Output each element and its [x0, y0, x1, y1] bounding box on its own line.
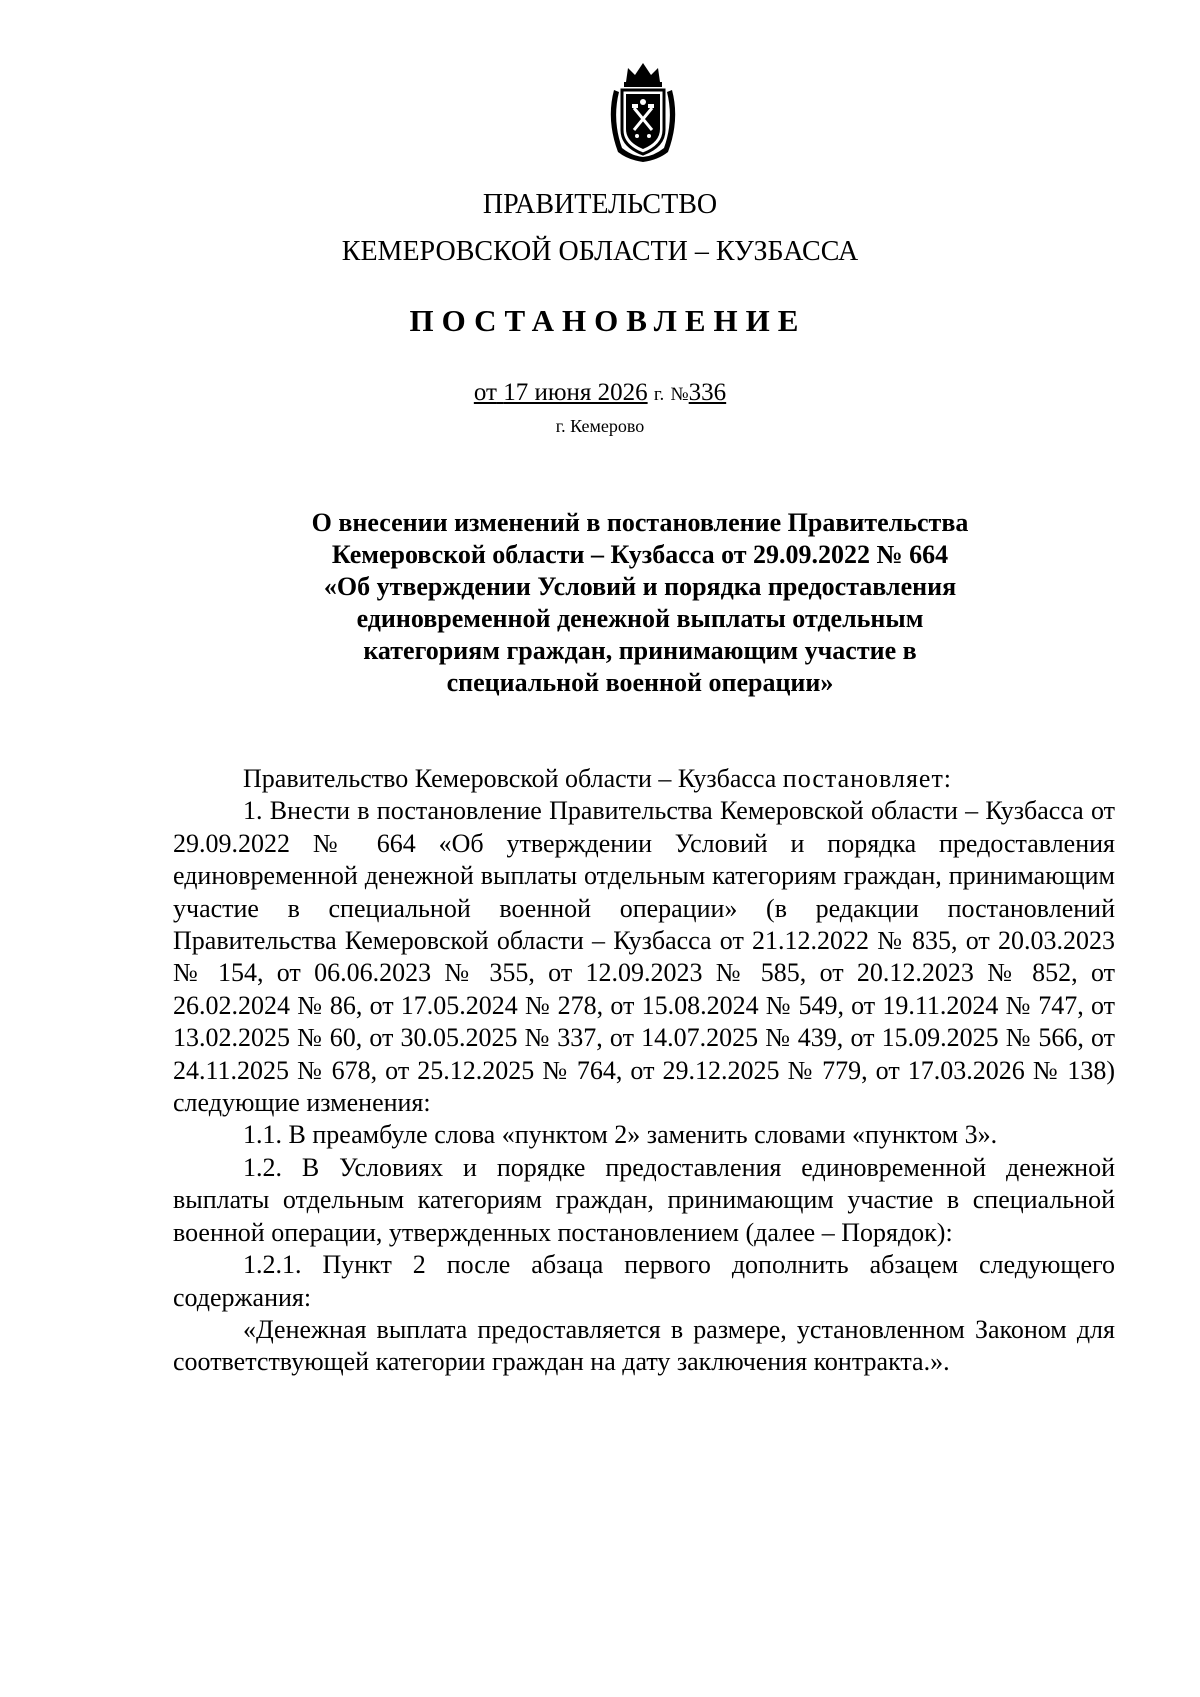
government-name-line2: КЕМЕРОВСКОЙ ОБЛАСТИ – КУЗБАССА — [341, 236, 859, 267]
subject-line: категориям граждан, принимающим участие в — [363, 636, 917, 665]
coat-of-arms-icon — [604, 60, 682, 166]
document-body — [173, 763, 1115, 1379]
document-subject — [270, 507, 1010, 699]
intro-text: Правительство Кемеровской области – Кузбасса — [243, 764, 777, 793]
paragraph-1-2: 1.2. В Условиях и порядке предоставления единовременной денежной выплаты отдельным категориям граждан, принимающим участие в специальной военной операции, утвержденных постановлением (далее – Порядок): — [173, 1152, 1115, 1247]
date-text: 17 июня 2026 — [503, 379, 648, 406]
date-prefix: от — [473, 379, 497, 406]
intro-verb: постановляет: — [782, 764, 953, 793]
paragraph-1-1: 1.1. В преамбуле слова «пунктом 2» заменить словами «пунктом 3». — [243, 1120, 998, 1150]
city-name: г. Кемерово — [555, 416, 645, 436]
subject-line: «Об утверждении Условий и порядка предоставления — [323, 572, 957, 601]
subject-line: О внесении изменений в постановление Правительства — [311, 508, 969, 537]
document-date-number — [0, 378, 1200, 410]
paragraph-1-2-1: 1.2.1. Пункт 2 после абзаца первого дополнить абзацем следующего содержания: — [173, 1250, 1115, 1312]
year-suffix: г. — [653, 384, 665, 405]
government-name-line1: ПРАВИТЕЛЬСТВО — [482, 189, 718, 220]
subject-line: специальной военной операции» — [446, 668, 834, 697]
date-value — [474, 379, 648, 406]
document-type-title: ПОСТАНОВЛЕНИЕ — [409, 303, 807, 338]
document-number: 336 — [688, 379, 727, 406]
paragraph-1: 1. Внести в постановление Правительства Кемеровской области – Кузбасса от 29.09.2022 № 664 «Об утверждении Условий и порядка предоставления единовременной денежной выплаты отдельным категориям граждан, принимающим участие в специальной военной операции» (в редакции постановлений Правительства Кемеровской области – Кузбасса от 21.12.2022 № 835, от 20.03.2023 № 154, от 06.06.2023 № 355, от 12.09.2023 № 585, от 20.12.2023 № 852, от 26.02.2024 № 86, от 17.05.2024 № 278, от 15.08.2024 № 549, от 19.11.2024 № 747, от 13.02.2025 № 60, от 30.05.2025 № 337, от 14.07.2025 № 439, от 15.09.2025 № 566, от 24.11.2025 № 678, от 25.12.2025 № 764, от 29.12.2025 № 779, от 17.03.2026 № 138) следующие изменения: — [173, 796, 1115, 1118]
number-sign: № — [670, 384, 689, 405]
quoted-paragraph: «Денежная выплата предоставляется в размере, установленном Законом для соответствующей категории граждан на дату заключения контракта.». — [173, 1314, 1115, 1377]
intro-paragraph — [173, 763, 1115, 795]
subject-line: Кемеровской области – Кузбасса от 29.09.2022 № 664 — [331, 540, 949, 569]
subject-line: единовременной денежной выплаты отдельным — [356, 604, 924, 633]
